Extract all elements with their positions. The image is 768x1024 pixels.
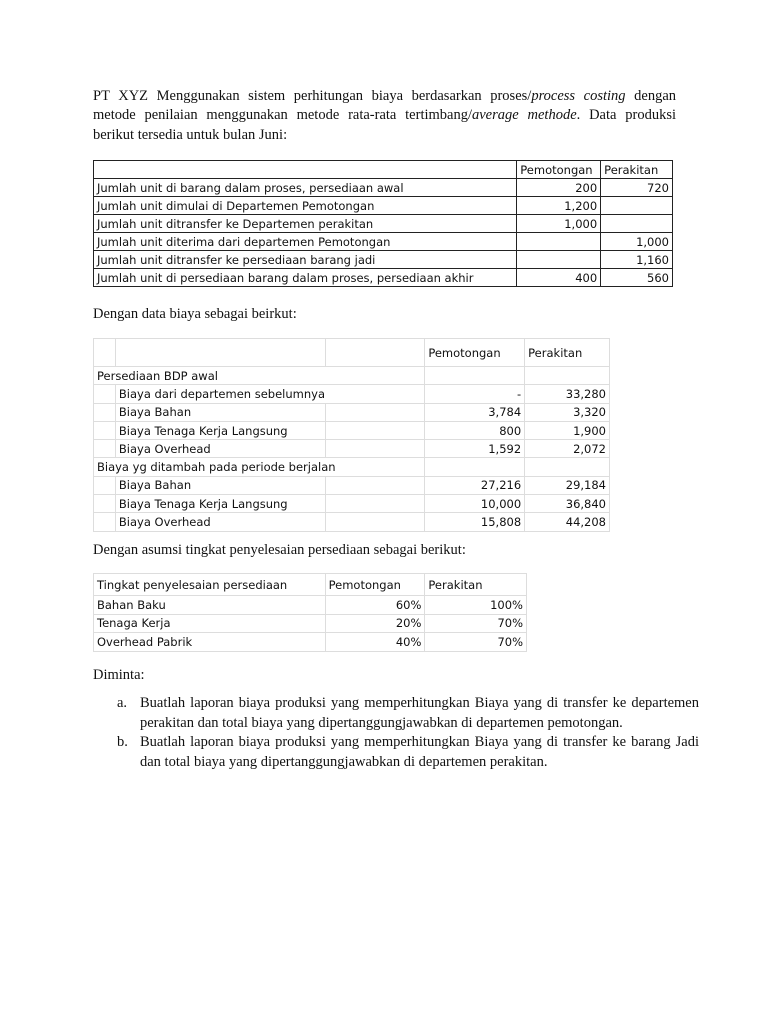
value-cell: 10,000 <box>425 495 525 513</box>
value-cell: 15,808 <box>425 513 525 531</box>
row-label: Jumlah unit di barang dalam proses, persediaan awal <box>94 179 517 197</box>
value-cell: 400 <box>517 269 601 287</box>
value-cell <box>517 233 601 251</box>
value-cell: 1,900 <box>525 421 610 439</box>
intro-italic: process costing <box>531 88 626 104</box>
table-row <box>94 251 673 269</box>
row-label: Jumlah unit diterima dari departemen Pemotongan <box>94 233 517 251</box>
table-row <box>94 385 610 403</box>
section-label: Persediaan BDP awal <box>94 367 425 385</box>
cost-intro: Dengan data biaya sebagai beirkut: <box>93 306 297 322</box>
row-label: Jumlah unit ditransfer ke persediaan barang jadi <box>94 251 517 269</box>
value-cell: 1,000 <box>601 233 673 251</box>
row-label: Biaya Bahan <box>115 476 325 494</box>
value-cell: 20% <box>325 614 425 633</box>
row-label: Biaya dari departemen sebelumnya <box>115 385 424 403</box>
table-row <box>94 440 610 458</box>
value-cell <box>601 215 673 233</box>
intro-text: . Data produksi berikut tersedia untuk bulan Juni: <box>93 107 677 143</box>
value-cell: 33,280 <box>525 385 610 403</box>
value-cell: 1,000 <box>517 215 601 233</box>
header-cell <box>94 161 517 179</box>
value-cell: 800 <box>425 421 525 439</box>
value-cell: 60% <box>325 596 425 615</box>
table-row <box>94 179 673 197</box>
section-label: Biaya yg ditambah pada periode berjalan <box>94 458 425 476</box>
table-row <box>94 633 527 652</box>
units-table <box>93 160 673 287</box>
list-marker: a. <box>117 695 128 711</box>
task-text: Buatlah laporan biaya produksi yang memperhitungkan Biaya yang di transfer ke barang Jadi dan total biaya yang dipertanggungjawabkan di departemen perakitan. <box>140 734 699 770</box>
table-row <box>94 513 610 531</box>
row-label: Biaya Tenaga Kerja Langsung <box>115 421 325 439</box>
table-header-row <box>94 339 610 367</box>
row-label: Jumlah unit di persediaan barang dalam proses, persediaan akhir <box>94 269 517 287</box>
header-cell: Perakitan <box>425 574 527 596</box>
section-row <box>94 458 610 476</box>
table-header-row <box>94 161 673 179</box>
table-row <box>94 269 673 287</box>
value-cell: 1,592 <box>425 440 525 458</box>
table-row <box>94 495 610 513</box>
value-cell <box>517 251 601 269</box>
value-cell: 3,320 <box>525 403 610 421</box>
value-cell: 36,840 <box>525 495 610 513</box>
value-cell: 44,208 <box>525 513 610 531</box>
intro-text: dengan metode penilaian menggunakan metode rata-rata tertimbang/ <box>93 88 676 124</box>
value-cell: 1,200 <box>517 197 601 215</box>
header-cell: Perakitan <box>525 339 610 367</box>
header-cell: Pemotongan <box>517 161 601 179</box>
table-row <box>94 421 610 439</box>
row-label: Jumlah unit ditransfer ke Departemen perakitan <box>94 215 517 233</box>
table-row <box>94 614 527 633</box>
row-label: Biaya Bahan <box>115 403 325 421</box>
row-label: Jumlah unit dimulai di Departemen Pemotongan <box>94 197 517 215</box>
row-label: Tenaga Kerja <box>94 614 326 633</box>
value-cell: 1,160 <box>601 251 673 269</box>
table-row <box>94 596 527 615</box>
value-cell: 27,216 <box>425 476 525 494</box>
table-row <box>94 215 673 233</box>
task-text: Buatlah laporan biaya produksi yang memperhitungkan Biaya yang di transfer ke departemen perakitan dan total biaya yang dipertanggungjawabkan di departemen pemotongan. <box>140 695 699 731</box>
value-cell <box>601 197 673 215</box>
task-item <box>117 694 699 733</box>
table-row <box>94 403 610 421</box>
value-cell: 720 <box>601 179 673 197</box>
value-cell: - <box>425 385 525 403</box>
value-cell: 2,072 <box>525 440 610 458</box>
table-row <box>94 476 610 494</box>
row-label: Biaya Overhead <box>115 440 325 458</box>
header-cell: Tingkat penyelesaian persediaan <box>94 574 326 596</box>
section-row <box>94 367 610 385</box>
completion-table <box>93 573 527 652</box>
intro-paragraph <box>93 87 676 145</box>
row-label: Biaya Tenaga Kerja Langsung <box>115 495 325 513</box>
table-row <box>94 233 673 251</box>
value-cell: 70% <box>425 614 527 633</box>
task-item <box>117 733 699 772</box>
intro-text: PT XYZ Menggunakan sistem perhitungan biaya berdasarkan proses/ <box>93 88 532 104</box>
intro-italic: average methode <box>472 107 577 124</box>
diminta-heading: Diminta: <box>93 667 145 683</box>
list-marker: b. <box>117 734 128 750</box>
header-cell: Pemotongan <box>425 339 525 367</box>
header-cell: Pemotongan <box>325 574 425 596</box>
header-cell: Perakitan <box>601 161 673 179</box>
task-list <box>117 694 699 772</box>
table-header-row <box>94 574 527 596</box>
value-cell: 200 <box>517 179 601 197</box>
value-cell: 29,184 <box>525 476 610 494</box>
row-label: Bahan Baku <box>94 596 326 615</box>
row-label: Biaya Overhead <box>115 513 325 531</box>
completion-intro: Dengan asumsi tingkat penyelesaian persediaan sebagai berikut: <box>93 542 466 558</box>
value-cell: 100% <box>425 596 527 615</box>
row-label: Overhead Pabrik <box>94 633 326 652</box>
table-row <box>94 197 673 215</box>
value-cell: 560 <box>601 269 673 287</box>
cost-table <box>93 338 610 532</box>
value-cell: 70% <box>425 633 527 652</box>
value-cell: 3,784 <box>425 403 525 421</box>
value-cell: 40% <box>325 633 425 652</box>
